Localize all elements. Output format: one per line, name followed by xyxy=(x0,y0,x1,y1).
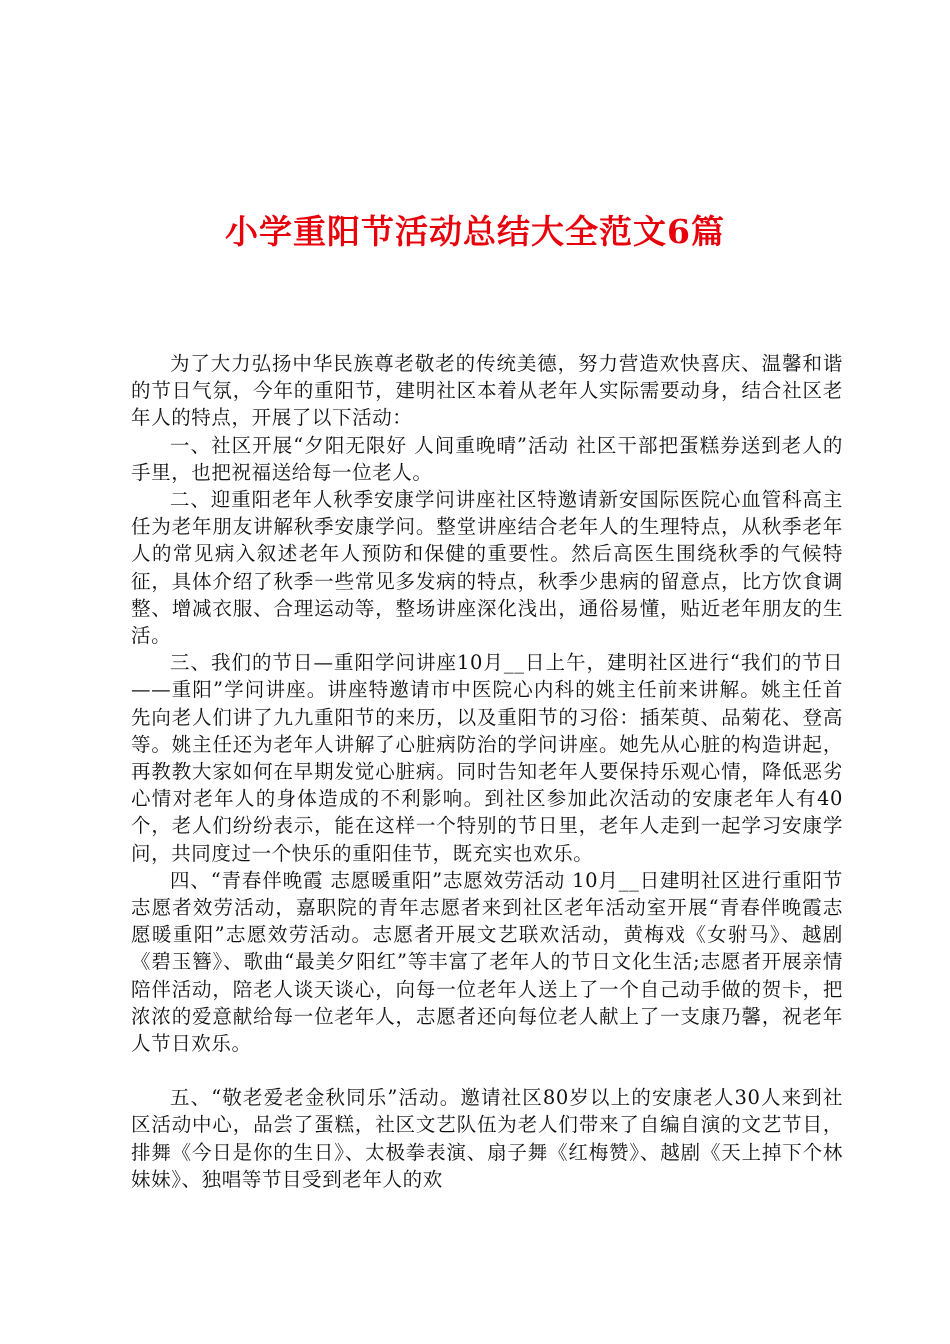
paragraph-activity-3: 三、我们的节日—重阳学问讲座10月__日上午，建明社区进行“我们的节日——重阳”学问讲座。讲座特邀请市中医院心内科的姚主任前来讲解。姚主任首先向老人们讲了九九重阳节的来历，以及重阳节的习俗：插茱萸、品菊花、登高等。姚主任还为老年人讲解了心脏病防治的学问讲座。她先从心脏的构造讲起，再教教大家如何在早期发觉心脏病。同时告知老年人要保持乐观心情，降低恶劣心情对老年人的身体造成的不利影响。到社区参加此次活动的安康老年人有40个，老人们纷纷表示，能在这样一个特别的节日里，老年人走到一起学习安康学问，共同度过一个快乐的重阳佳节，既充实也欢乐。 xyxy=(131,651,843,865)
paragraph-activity-2: 二、迎重阳老年人秋季安康学问讲座社区特邀请新安国际医院心血管科高主任为老年朋友讲解秋季安康学问。整堂讲座结合老年人的生理特点，从秋季老年人的常见病入叙述老年人预防和保健的重要性。然后高医生围绕秋季的气候特征，具体介绍了秋季一些常见多发病的特点，秋季少患病的留意点，比方饮食调整、增减衣服、合理运动等，整场讲座深化浅出，通俗易懂，贴近老年朋友的生活。 xyxy=(131,488,843,648)
document-body xyxy=(131,350,843,1193)
paragraph-activity-4: 四、“青春伴晚霞 志愿暖重阳”志愿效劳活动 10月__日建明社区进行重阳节志愿者效劳活动，嘉职院的青年志愿者来到社区老年活动室开展“青春伴晚霞志愿暖重阳”志愿效劳活动。志愿者开展文艺联欢活动，黄梅戏《女驸马》、越剧《碧玉簪》、歌曲“最美夕阳红”等丰富了老年人的节日文化生活;志愿者开展亲情陪伴活动，陪老人谈天谈心，向每一位老年人送上了一个自己动手做的贺卡，把浓浓的爱意献给每一位老年人，志愿者还向每位老人献上了一支康乃馨，祝老年人节日欢乐。 xyxy=(131,868,843,1056)
paragraph-intro: 为了大力弘扬中华民族尊老敬老的传统美德，努力营造欢快喜庆、温馨和谐的节日气氛，今年的重阳节，建明社区本着从老年人实际需要动身，结合社区老年人的特点，开展了以下活动： xyxy=(131,352,843,430)
paragraph-activity-5: 五、“敬老爱老金秋同乐”活动。邀请社区80岁以上的安康老人30人来到社区活动中心，品尝了蛋糕，社区文艺队伍为老人们带来了自编自演的文艺节目，排舞《今日是你的生日》、太极拳表演、扇子舞《红梅赞》、越剧《天上掉下个林妹妹》、独唱等节目受到老年人的欢 xyxy=(131,1086,843,1191)
paragraph-activity-1: 一、社区开展“夕阳无限好 人间重晚晴”活动 社区干部把蛋糕券送到老人的手里，也把祝福送给每一位老人。 xyxy=(131,433,843,484)
document-title: 小学重阳节活动总结大全范文6篇 xyxy=(225,212,725,251)
